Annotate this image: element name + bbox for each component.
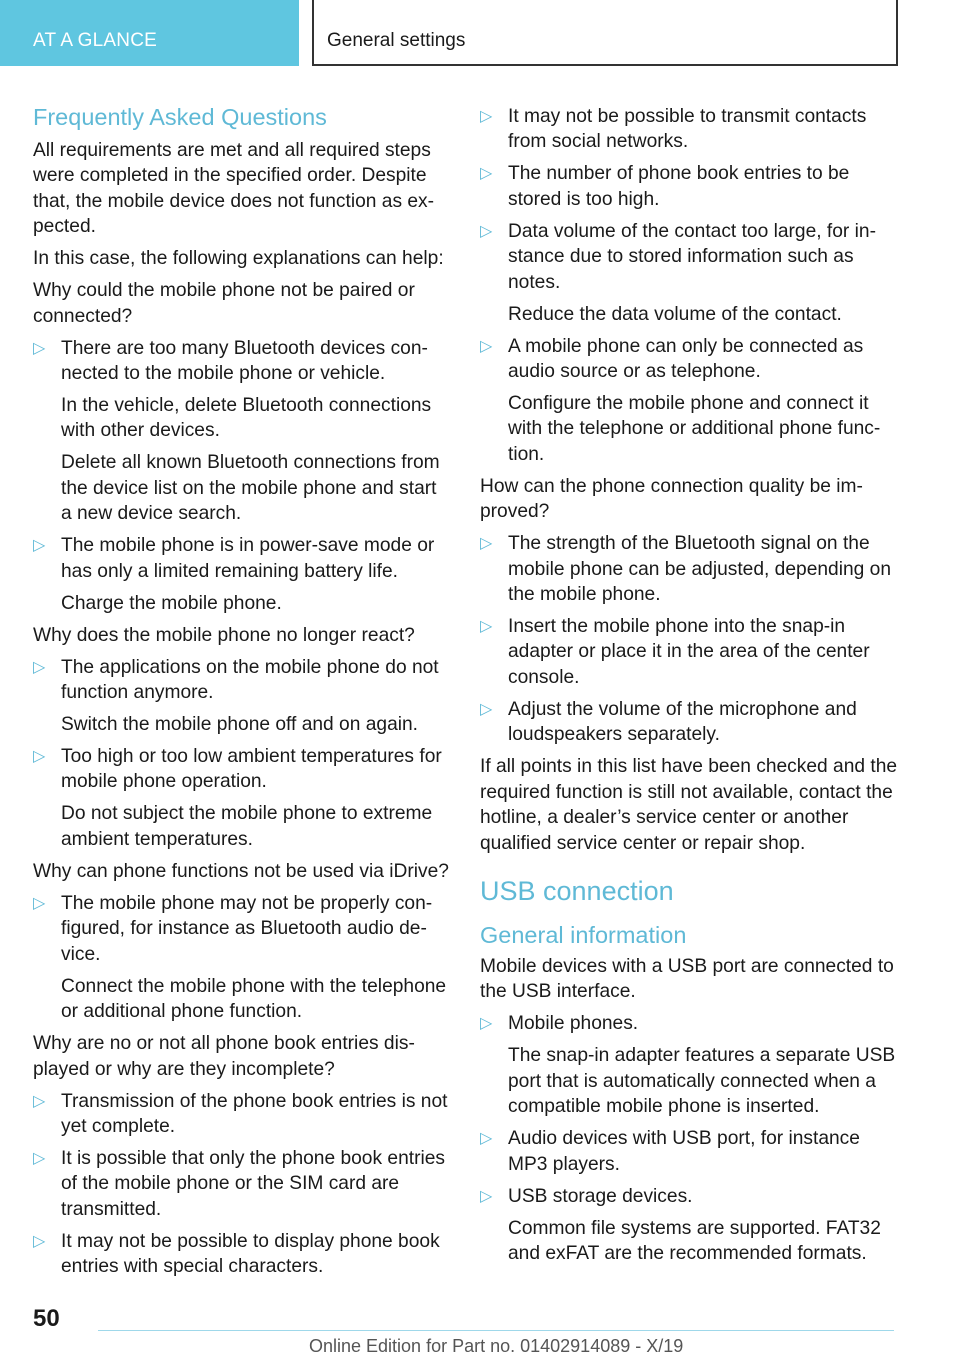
list-item-text: The mobile phone may not be properly configured, for instance as Bluetooth audio device.: [61, 892, 433, 965]
general-info-heading: General information: [480, 921, 687, 948]
list-item: [33, 336, 449, 527]
answer-list: [480, 531, 898, 747]
list-item-note: Charge the mobile phone.: [61, 592, 282, 614]
triangle-bullet-icon: ▷: [480, 700, 493, 718]
list-item-text: Transmission of the phone book entries is not yet complete.: [61, 1090, 448, 1137]
triangle-bullet-icon: ▷: [33, 1232, 46, 1250]
answer-list: [33, 655, 449, 853]
list-item: [33, 744, 449, 852]
intro-paragraph: All requirements are met and all required steps were completed in the specified order. Despite that, the mobile device does not function as expected.: [33, 140, 435, 238]
triangle-bullet-icon: ▷: [33, 748, 46, 766]
usb-section-heading: USB connection: [480, 875, 674, 906]
triangle-bullet-icon: ▷: [33, 339, 46, 357]
intro-paragraph-2: In this case, the following explanations can help:: [33, 248, 444, 270]
right-column: [480, 104, 898, 1273]
list-item: [33, 1229, 449, 1280]
triangle-bullet-icon: ▷: [480, 535, 493, 553]
answer-list: [480, 104, 898, 467]
list-item: [480, 531, 898, 607]
list-item-text: Mobile phones.: [508, 1013, 639, 1035]
list-item: [33, 1089, 449, 1140]
list-item-text: The applications on the mobile phone do not function anymore.: [61, 656, 439, 704]
list-item: [480, 334, 898, 468]
list-item-text: A mobile phone can only be connected as audio source or as telephone.: [508, 335, 864, 383]
left-column: [33, 102, 449, 1286]
list-item-note: Configure the mobile phone and connect it with the telephone or additional phone function.: [508, 393, 881, 465]
list-item-note: The snap-in adapter features a separate USB port that is automatically connected when a compatible mobile phone is inserted.: [508, 1045, 896, 1118]
list-item: [480, 1184, 898, 1267]
list-item-note: Common file systems are supported. FAT32 and exFAT are the recommended formats.: [508, 1217, 881, 1264]
answer-list: [33, 1089, 449, 1280]
list-item: [480, 104, 898, 155]
section-tab-label: AT A GLANCE: [33, 30, 157, 51]
list-item-text: It may not be possible to transmit contacts from social networks.: [508, 106, 867, 153]
list-item: [480, 161, 898, 212]
list-item: [480, 219, 898, 327]
triangle-bullet-icon: ▷: [33, 1149, 46, 1167]
answer-list: [33, 891, 449, 1025]
footer-edition: Online Edition for Part no. 01402914089 - X/19: [309, 1336, 684, 1356]
page-header: [312, 0, 898, 66]
question-pairing: Why could the mobile phone not be paired or connected?: [33, 280, 415, 327]
list-item-note: Reduce the data volume of the contact.: [508, 303, 842, 325]
list-item-text: There are too many Bluetooth devices connected to the mobile phone or vehicle.: [61, 337, 428, 385]
list-item-text: Insert the mobile phone into the snap-in adapter or place it in the area of the center console.: [508, 616, 870, 688]
list-item: [480, 1011, 898, 1119]
list-item: [33, 1146, 449, 1222]
triangle-bullet-icon: ▷: [480, 1130, 493, 1148]
list-item: [33, 891, 449, 1025]
list-item-text: It is possible that only the phone book entries of the mobile phone or the SIM card are transmitted.: [61, 1147, 445, 1220]
faq-heading: Frequently Asked Questions: [33, 104, 327, 130]
triangle-bullet-icon: ▷: [480, 1187, 493, 1205]
list-item-note: In the vehicle, delete Bluetooth connections with other devices.: [61, 395, 432, 442]
list-item-text: Audio devices with USB port, for instance MP3 players.: [508, 1128, 860, 1175]
question-phonebook: Why are no or not all phone book entries displayed or why are they incomplete?: [33, 1033, 415, 1080]
list-item-note: Connect the mobile phone with the telephone or additional phone function.: [61, 975, 447, 1023]
triangle-bullet-icon: ▷: [480, 165, 493, 183]
triangle-bullet-icon: ▷: [33, 537, 46, 555]
triangle-bullet-icon: ▷: [480, 337, 493, 355]
answer-list: [480, 1011, 898, 1266]
triangle-bullet-icon: ▷: [480, 1015, 493, 1033]
page-title: General settings: [327, 30, 466, 51]
triangle-bullet-icon: ▷: [33, 1092, 46, 1110]
list-item-note: Delete all known Bluetooth connections from the device list on the mobile phone and start a new device search.: [61, 452, 440, 525]
list-item-text: The number of phone book entries to be stored is too high.: [508, 163, 850, 210]
triangle-bullet-icon: ▷: [480, 108, 493, 125]
page-number: 50: [33, 1305, 60, 1332]
triangle-bullet-icon: ▷: [480, 222, 493, 240]
usb-intro: Mobile devices with a USB port are connected to the USB interface.: [480, 955, 894, 1003]
question-quality: How can the phone connection quality be improved?: [480, 475, 863, 523]
triangle-bullet-icon: ▷: [480, 618, 493, 636]
answer-list: [33, 336, 449, 616]
list-item-note: Switch the mobile phone off and on again.: [61, 714, 419, 736]
list-item: [33, 655, 449, 738]
list-item-text: USB storage devices.: [508, 1185, 693, 1207]
list-item-text: Too high or too low ambient temperatures for mobile phone operation.: [61, 746, 442, 793]
footer-divider: [98, 1330, 894, 1331]
list-item-text: It may not be possible to display phone book entries with special characters.: [61, 1230, 440, 1278]
section-tab: [0, 0, 299, 66]
list-item: [33, 533, 449, 616]
question-no-react: Why does the mobile phone no longer react?: [33, 624, 415, 646]
list-item: [480, 614, 898, 690]
list-item-text: Adjust the volume of the microphone and loudspeakers separately.: [508, 698, 857, 746]
question-idrive: Why can phone functions not be used via iDrive?: [33, 860, 449, 882]
triangle-bullet-icon: ▷: [33, 658, 46, 676]
list-item-text: The strength of the Bluetooth signal on the mobile phone can be adjusted, depending on the mobile phone.: [508, 533, 891, 606]
list-item-note: Do not subject the mobile phone to extreme ambient temperatures.: [61, 803, 433, 850]
list-item-text: Data volume of the contact too large, for instance due to stored information such as notes.: [508, 220, 876, 293]
triangle-bullet-icon: ▷: [33, 894, 46, 912]
closing-paragraph: If all points in this list have been checked and the required function is still not available, contact the hotline, a dealer’s service center or another qualified service center or repair shop.: [480, 756, 898, 854]
list-item: [480, 697, 898, 748]
list-item-text: The mobile phone is in power-save mode or has only a limited remaining battery life.: [61, 535, 435, 582]
list-item: [480, 1126, 898, 1177]
